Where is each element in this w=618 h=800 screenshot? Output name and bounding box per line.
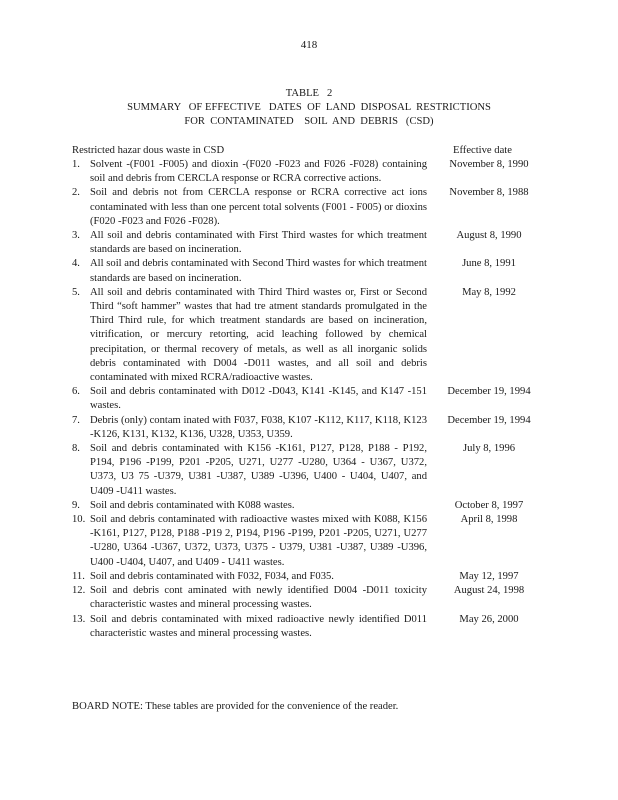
table-title-line-2: FOR CONTAMINATED SOIL AND DEBRIS (CSD) [184,116,434,127]
list-item [72,385,552,413]
list-item [72,442,552,499]
item-number: 10. [72,514,86,526]
item-effective-date: July 8, 1996 [462,443,516,455]
item-number: 2. [72,187,80,199]
table-title-line-1: SUMMARY OF EFFECTIVE DATES OF LAND DISPOSAL RESTRICTIONS [127,102,491,113]
item-effective-date: December 19, 1994 [447,386,531,398]
list-item [72,186,552,229]
column-header-waste: Restricted hazar dous waste in CSD [72,145,225,156]
list-item [72,499,552,513]
column-header-date: Effective date [453,145,512,156]
item-description: Soil and debris contaminated with K088 wastes. [90,499,295,511]
item-effective-date: November 8, 1988 [449,187,529,199]
item-number: 6. [72,386,80,398]
item-effective-date: June 8, 1991 [462,258,516,270]
item-number: 1. [72,159,80,170]
item-description: All soil and debris contaminated with First Third wastes for which treatment standards are based on incineration. [90,230,427,256]
item-description: Soil and debris cont aminated with newly identified D004 -D011 toxicity characteristic wastes and mineral processing wastes. [90,585,427,611]
item-description: Soil and debris not from CERCLA response or RCRA corrective act ions contaminated with less than one percent total solvents (F001 - F005) or dioxins (F020 -F023 and F026 -F028). [90,187,427,227]
item-effective-date: November 8, 1990 [449,159,529,170]
item-description: Soil and debris contaminated with K156 -K161, P127, P128, P188 - P192, P194, P196 -P199, P201 -P205, U271, U277 -U280, U364 - U367, U372, U373, U3 75 -U379, U381 -U387, U389 -U396, U400 - U404, U407, and U409 -U411 wastes. [90,443,427,497]
item-number: 8. [72,443,80,455]
list-item [72,613,552,641]
item-number: 3. [72,230,80,242]
list-item [72,286,552,385]
item-description: Solvent -(F001 -F005) and dioxin -(F020 -F023 and F026 -F028) containing soil and debris from CERCLA response or RCRA corrective actions. [90,159,427,185]
list-item [72,414,552,442]
item-effective-date: October 8, 1997 [454,499,524,511]
item-effective-date: December 19, 1994 [447,414,531,426]
item-effective-date: May 12, 1997 [459,570,519,582]
item-effective-date: April 8, 1998 [460,514,518,526]
restrictions-list [72,158,552,641]
column-headers [72,144,552,158]
list-item [72,584,552,612]
item-effective-date: August 8, 1990 [456,230,522,242]
item-effective-date: May 8, 1992 [462,286,516,298]
item-number: 5. [72,286,80,298]
item-number: 9. [72,499,80,511]
item-effective-date: August 24, 1998 [453,585,525,597]
item-description: Soil and debris contaminated with mixed radioactive newly identified D011 characteristic wastes and mineral processing wastes. [90,613,427,639]
item-description: All soil and debris contaminated with Third Third wastes or, First or Second Third “soft hammer” wastes that had tre atment standards promulgated in the Third Third rule, for which treatment standards are based on incineration, vitrification, or mercury retorting, acid leaching followed by chemical precipitation, or thermal recovery of metals, as well as all inorganic solids debris contaminated with D004 -D011 wastes, and all soil and debris contaminated with mixed RCRA/radioactive wastes. [90,286,427,384]
list-item [72,257,552,285]
item-description: Soil and debris contaminated with D012 -D043, K141 -K145, and K147 -151 wastes. [90,386,427,412]
board-note: BOARD NOTE: These tables are provided for the convenience of the reader. [72,701,399,712]
item-effective-date: May 26, 2000 [459,613,519,625]
list-item [72,570,552,584]
item-description: Soil and debris contaminated with F032, F034, and F035. [90,570,334,582]
item-description: Soil and debris contaminated with radioactive wastes mixed with K088, K156 -K161, P127, P128, P188 -P19 2, P194, P196 -P199, P201 -P205, U271, U277 -U280, U364 -U367, U372, U373, U375 - U379, U381 -U387, U389 -U396, U400 -U404, U407, and U409 - U411 wastes. [90,514,427,568]
item-number: 13. [72,613,86,625]
list-item [72,229,552,257]
item-description: Debris (only) contam inated with F037, F038, K107 -K112, K117, K118, K123 -K126, K131, K132, K136, U328, U353, U359. [90,414,427,440]
item-number: 11. [72,570,85,582]
list-item [72,513,552,570]
item-number: 4. [72,258,80,270]
item-description: All soil and debris contaminated with Second Third wastes for which treatment standards are based on incineration. [90,258,427,284]
page-number: 418 [300,39,318,51]
item-number: 7. [72,414,80,426]
item-number: 12. [72,585,86,597]
table-label: TABLE 2 [285,88,333,99]
list-item [72,158,552,186]
table-heading [0,87,618,129]
